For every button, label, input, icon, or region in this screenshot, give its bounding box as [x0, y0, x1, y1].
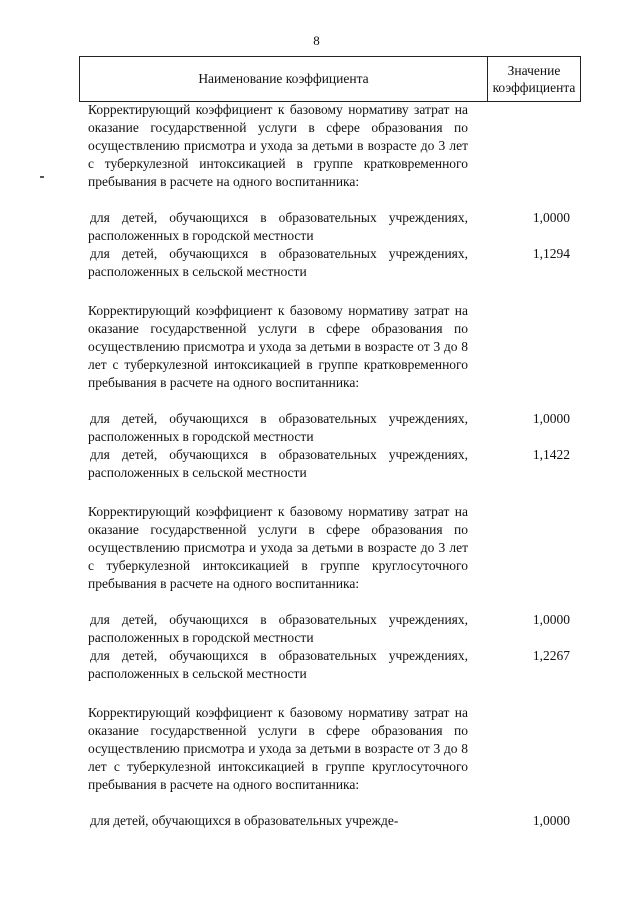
column-header-name: Наименование коэффициента — [80, 57, 488, 101]
row-label: для детей, обучающихся в образовательных учреждениях, расположенных в сельской местности — [88, 246, 468, 279]
row-value: 1,0000 — [532, 612, 570, 627]
row-value: 1,0000 — [532, 210, 570, 225]
table-row — [88, 410, 576, 446]
row-label: для детей, обучающихся в образовательных учреждениях, расположенных в городской местности — [88, 210, 468, 243]
table-row — [88, 611, 576, 647]
coefficient-description: Корректирующий коэффициент к базовому нормативу затрат на оказание государственной услуги в сфере образования по осуществлению присмотра и ухода за детьми в возрасте до 3 лет с туберкулезной интоксикацией в группе круглосуточного пребывания в расчете на одного воспитанника: — [88, 504, 468, 591]
page-number: 8 — [313, 33, 320, 48]
row-label: для детей, обучающихся в образовательных учрежде- — [90, 813, 399, 828]
table-row — [88, 647, 576, 683]
row-value: 1,0000 — [532, 813, 570, 828]
row-label: для детей, обучающихся в образовательных учреждениях, расположенных в сельской местности — [88, 447, 468, 480]
coefficient-description: Корректирующий коэффициент к базовому нормативу затрат на оказание государственной услуги в сфере образования по осуществлению присмотра и ухода за детьми в возрасте от 3 до 8 лет с туберкулезной интоксикацией в группе кратковременного пребывания в расчете на одного воспитанника: — [88, 303, 468, 390]
row-value: 1,1422 — [532, 447, 570, 462]
table-row — [88, 245, 576, 281]
coefficient-block — [88, 704, 576, 830]
coefficient-block — [88, 503, 576, 683]
table-header — [79, 56, 581, 102]
column-header-value: Значение коэффициента — [492, 63, 576, 95]
table-row — [88, 209, 576, 245]
row-label: для детей, обучающихся в образовательных учреждениях, расположенных в сельской местности — [88, 648, 468, 681]
row-label: для детей, обучающихся в образовательных учреждениях, расположенных в городской местности — [88, 612, 468, 645]
coefficient-block — [88, 101, 576, 281]
table-row — [88, 812, 576, 830]
row-value: 1,2267 — [532, 648, 570, 663]
row-value: 1,1294 — [532, 246, 570, 261]
row-value: 1,0000 — [532, 411, 570, 426]
coefficient-table-body — [88, 101, 576, 851]
row-label: для детей, обучающихся в образовательных учреждениях, расположенных в городской местности — [88, 411, 468, 444]
coefficient-description: Корректирующий коэффициент к базовому нормативу затрат на оказание государственной услуги в сфере образования по осуществлению присмотра и ухода за детьми в возрасте до 3 лет с туберкулезной интоксикацией в группе кратковременного пребывания в расчете на одного воспитанника: — [88, 102, 468, 189]
table-row — [88, 446, 576, 482]
coefficient-description: Корректирующий коэффициент к базовому нормативу затрат на оказание государственной услуги в сфере образования по осуществлению присмотра и ухода за детьми в возрасте от 3 до 8 лет с туберкулезной интоксикацией в группе круглосуточного пребывания в расчете на одного воспитанника: — [88, 705, 468, 792]
margin-mark — [40, 176, 44, 178]
coefficient-block — [88, 302, 576, 482]
